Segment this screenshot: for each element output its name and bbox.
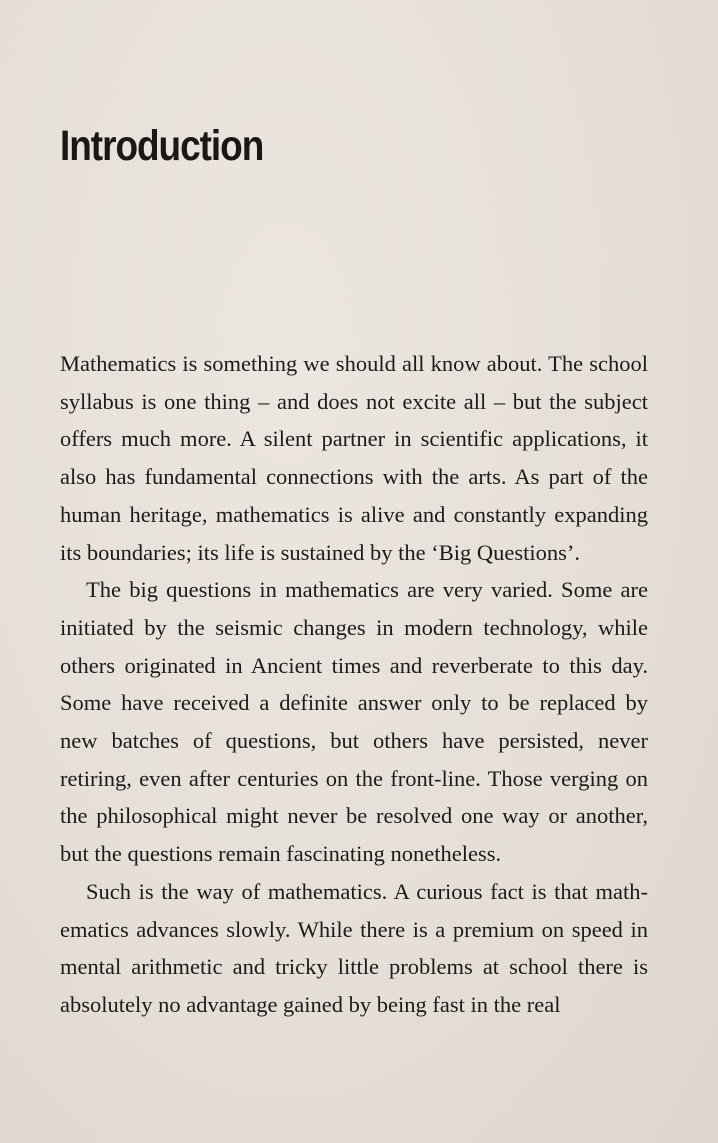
paragraph-3: Such is the way of mathematics. A curious fact is that math-ematics advances slowly. While there is a premium on speed in mental arithmetic and tricky little problems at school there is absolutely no advantage gained by being fast in the real — [60, 878, 648, 1017]
paragraph-1: Mathematics is something we should all know about. The school syllabus is one thing – and does not excite all – but the subject offers much more. A silent partner in scientific applications, it also has fundamental connections with the arts. As part of the human heritage, mathematics is alive and constantly expanding its boundaries; its life is sustained by the ‘Big Questions’. — [60, 351, 648, 565]
chapter-heading: Introduction — [60, 122, 264, 170]
body-text — [60, 345, 648, 1024]
paragraph-2: The big questions in mathematics are very varied. Some are initiated by the seismic changes in modern technology, while others originated in Ancient times and reverberate to this day. Some have received a definite answer only to be replaced by new batches of questions, but others have persisted, never retiring, even after centuries on the front-line. Those verging on the philosophical might never be resolved one way or another, but the questions remain fascinating nonetheless. — [60, 577, 648, 867]
